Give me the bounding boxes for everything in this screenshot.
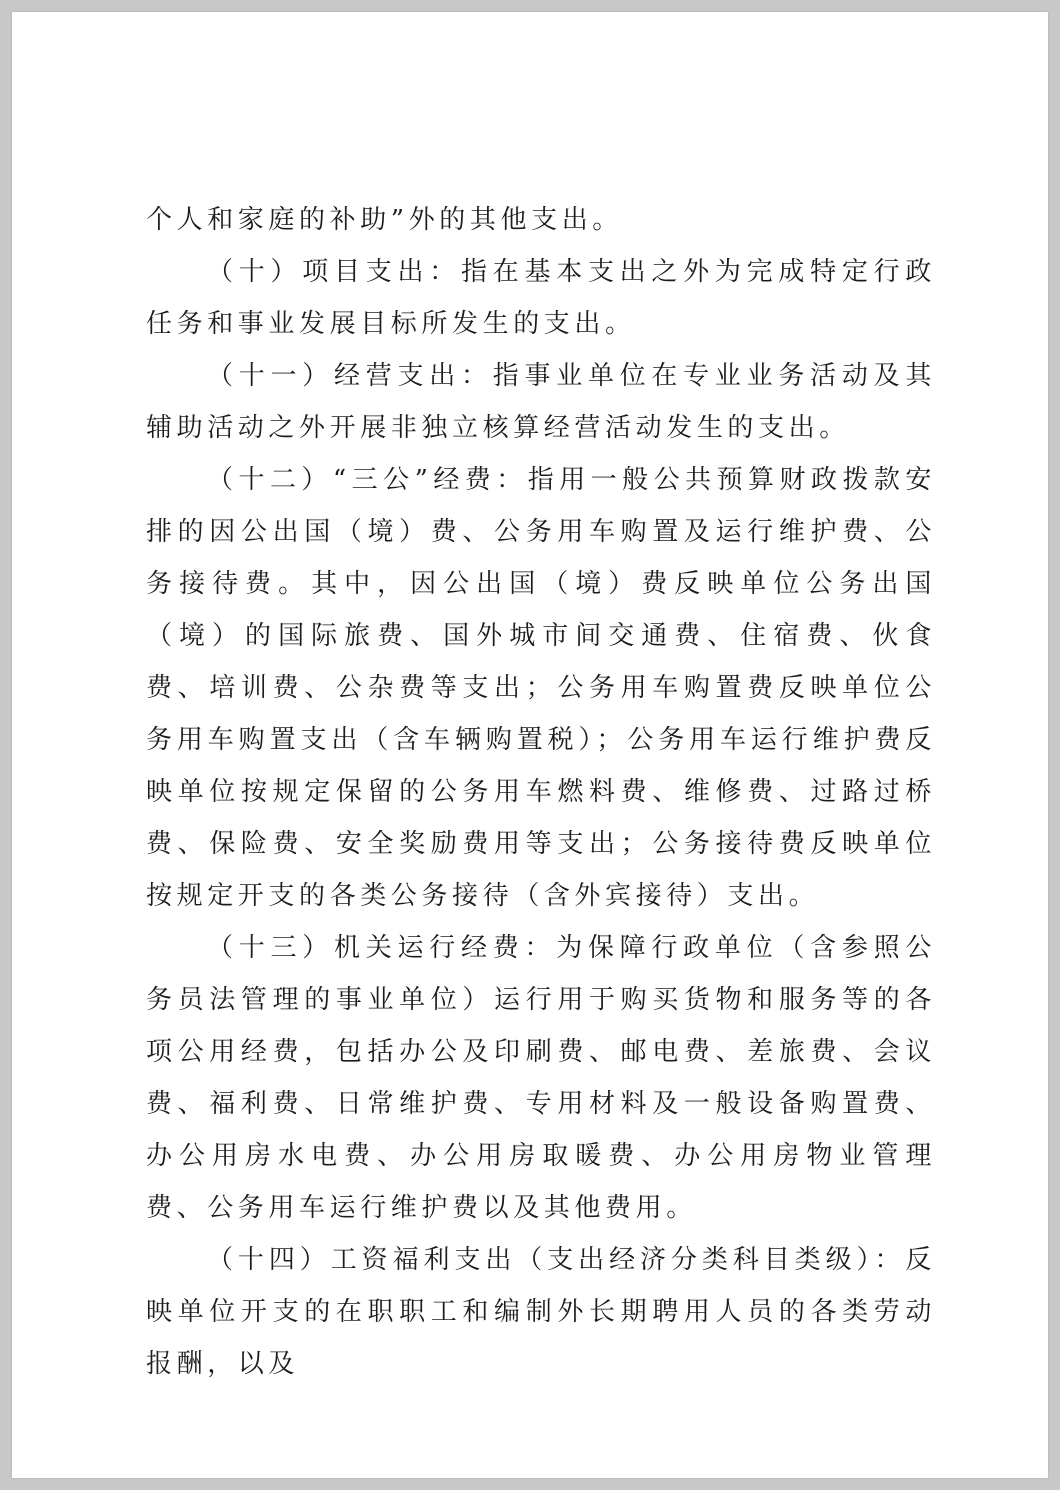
paragraph-item-11: （十一）经营支出：指事业单位在专业业务活动及其辅助活动之外开展非独立核算经营活动发生的支出。: [146, 361, 936, 443]
paragraph-item-12: （十二）“三公”经费：指用一般公共预算财政拨款安排的因公出国（境）费、公务用车购置及运行维护费、公务接待费。其中，因公出国（境）费反映单位公务出国（境）的国际旅费、国外城市间交通费、住宿费、伙食费、培训费、公杂费等支出；公务用车购置费反映单位公务用车购置支出（含车辆购置税）；公务用车运行维护费反映单位按规定保留的公务用车燃料费、维修费、过路过桥费、保险费、安全奖励费用等支出；公务接待费反映单位按规定开支的各类公务接待（含外宾接待）支出。: [146, 465, 936, 911]
document-body: [146, 194, 936, 1390]
paragraph-item-10: （十）项目支出：指在基本支出之外为完成特定行政任务和事业发展目标所发生的支出。: [146, 257, 936, 339]
paragraph-item-13: （十三）机关运行经费：为保障行政单位（含参照公务员法管理的事业单位）运行用于购买货物和服务等的各项公用经费，包括办公及印刷费、邮电费、差旅费、会议费、福利费、日常维护费、专用材料及一般设备购置费、办公用房水电费、办公用房取暖费、办公用房物业管理费、公务用车运行维护费以及其他费用。: [146, 933, 936, 1223]
paragraph-continuation: 个人和家庭的补助”外的其他支出。: [146, 205, 623, 235]
paragraph-item-14: （十四）工资福利支出（支出经济分类科目类级）：反映单位开支的在职职工和编制外长期聘用人员的各类劳动报酬，以及: [146, 1245, 936, 1379]
document-page: [12, 12, 1048, 1478]
